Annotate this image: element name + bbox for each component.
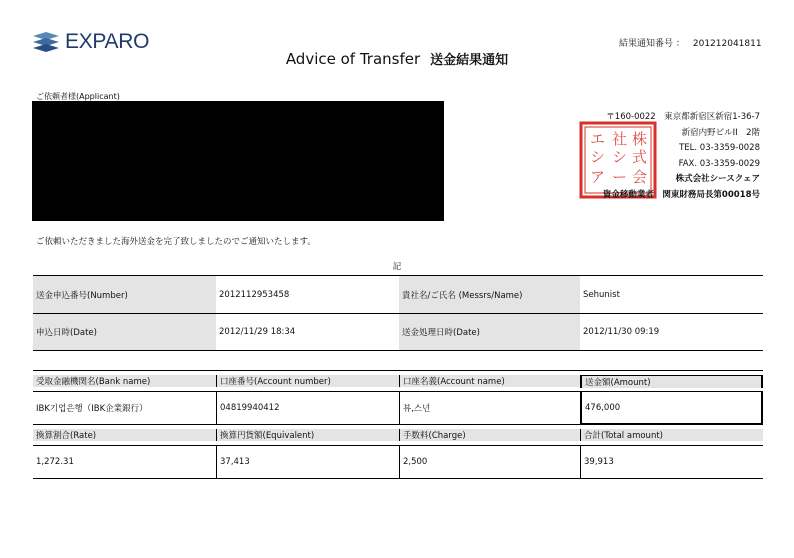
summary-table (33, 275, 763, 351)
notice-number (619, 36, 762, 49)
table-header-row (33, 371, 763, 392)
intro-text: ご依頼いただきました海外送金を完了致しましたのでご通知いたします。 (36, 237, 316, 247)
svg-text:シ: シ (590, 148, 606, 166)
process-date-value: 2012/11/30 09:19 (583, 327, 660, 337)
svg-text:ア: ア (590, 168, 606, 186)
page-title (0, 49, 794, 68)
license-line: 資金移動業者 関東財務局長第00018号 (602, 189, 760, 200)
bank-name-value: IBK기업은행（IBK企業銀行） (36, 404, 148, 414)
title-japanese: 送金結果通知 (430, 53, 509, 68)
number-label: 送金申込番号(Number) (33, 276, 216, 313)
account-number-label: 口座番号(Account number) (216, 375, 399, 387)
table-row (33, 276, 763, 314)
charge-label: 手数料(Charge) (399, 429, 580, 441)
phone-line: TEL. 03-3359-0028 (679, 143, 760, 153)
table-header-row (33, 425, 763, 446)
bank-name-label: 受取金融機関名(Bank name) (33, 375, 216, 387)
svg-text:株: 株 (632, 130, 648, 148)
address-line: 〒160-0022 東京都新宿区新宿1-36-7 (606, 112, 760, 122)
table-row (33, 314, 763, 351)
details-table (33, 370, 763, 479)
notice-number-label: 結果通知番号 ： (619, 39, 685, 49)
address-line: 新宿内野ビルII 2階 (681, 127, 760, 138)
charge-value: 2,500 (399, 446, 580, 478)
fax-line: FAX. 03-3359-0029 (678, 158, 760, 169)
company-name: 株式会社シースクェア (675, 174, 760, 184)
amount-label: 送金額(Amount) (580, 375, 763, 388)
account-name-label: 口座名義(Account name) (399, 375, 580, 387)
rate-label: 換算割合(Rate) (33, 429, 216, 441)
name-value: Sehunist (583, 289, 620, 300)
rate-value: 1,272.31 (36, 457, 74, 467)
svg-text:エ: エ (590, 130, 606, 148)
apply-date-value: 2012/11/29 18:34 (219, 327, 296, 337)
redacted-applicant-block (32, 101, 444, 221)
apply-date-label: 申込日時(Date) (33, 314, 216, 350)
total-value: 39,913 (580, 446, 763, 478)
number-value: 2012112953458 (219, 289, 290, 300)
account-name-value: 뷰,스넌 (399, 392, 580, 424)
brand-name: EXPARO (65, 30, 150, 53)
company-address (603, 110, 760, 203)
svg-text:シ: シ (612, 148, 628, 166)
name-label: 貴社名/ご氏名 (Messrs/Name) (399, 276, 580, 313)
amount-value: 476,000 (580, 392, 763, 424)
ki-heading: 記 (392, 262, 402, 272)
applicant-label: ご依頼者様(Applicant) (36, 92, 120, 101)
account-number-value: 04819940412 (216, 392, 399, 424)
equivalent-label: 換算円貨額(Equivalent) (216, 429, 399, 441)
table-row (33, 446, 763, 479)
equivalent-value: 37,413 (216, 446, 399, 478)
table-row (33, 392, 763, 425)
title-english: Advice of Transfer (285, 50, 421, 68)
svg-text:式: 式 (632, 148, 648, 166)
svg-text:ー: ー (612, 168, 628, 186)
process-date-label: 送金処理日時(Date) (399, 314, 580, 350)
svg-text:会: 会 (632, 168, 648, 186)
total-label: 合計(Total amount) (580, 429, 763, 441)
notice-number-value: 201212041811 (692, 39, 762, 49)
svg-text:社: 社 (612, 130, 628, 148)
